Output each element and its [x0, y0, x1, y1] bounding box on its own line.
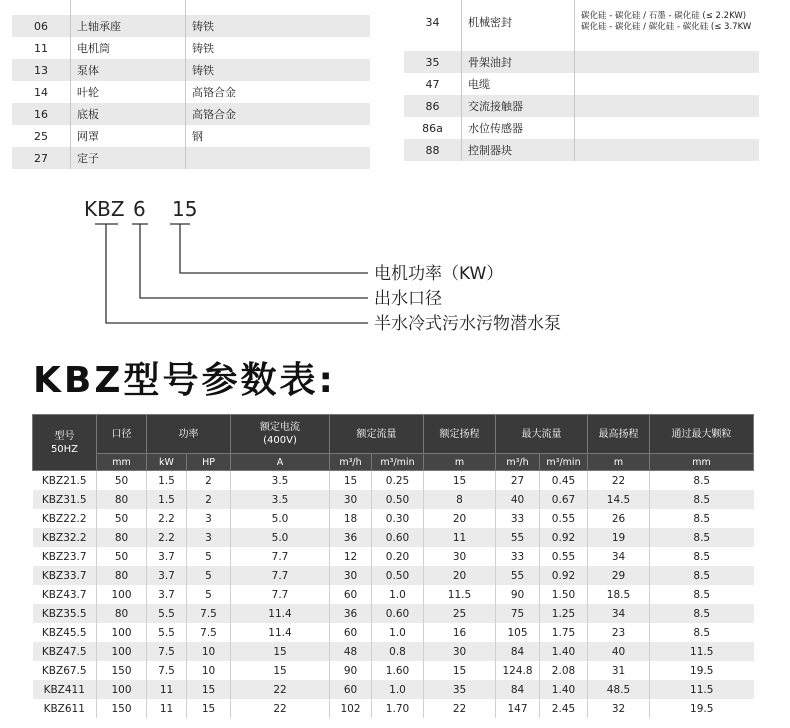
- table-row: [33, 699, 754, 718]
- value-cell: 15: [187, 699, 231, 718]
- value-cell: 1.60: [372, 661, 424, 680]
- value-cell: 33: [496, 547, 540, 566]
- value-cell: 35: [424, 680, 496, 699]
- unit-header: m³/h: [330, 454, 372, 471]
- value-cell: 8.5: [650, 509, 754, 528]
- value-cell: 7.5: [187, 623, 231, 642]
- parts-table-left: [12, 0, 370, 169]
- value-cell: 30: [424, 642, 496, 661]
- label-outlet-diameter: 出水口径: [374, 289, 442, 309]
- value-cell: 84: [496, 680, 540, 699]
- column-header: 额定流量: [330, 415, 424, 454]
- value-cell: 0.8: [372, 642, 424, 661]
- part-material: 高铬合金: [186, 103, 371, 125]
- model-cell: KBZ47.5: [33, 642, 97, 661]
- value-cell: 19: [588, 528, 650, 547]
- part-material: 铸铁: [186, 59, 371, 81]
- model-cell: KBZ21.5: [41, 474, 87, 487]
- part-number: 86a: [422, 121, 443, 135]
- parts-row: [404, 0, 759, 51]
- value-cell: 36: [330, 604, 372, 623]
- value-cell: 50: [97, 547, 147, 566]
- label-pump-type: 半水冷式污水污物潜水泵: [374, 314, 561, 334]
- part-material: [575, 73, 760, 95]
- value-cell: 80: [97, 604, 147, 623]
- value-cell: 15: [424, 471, 496, 491]
- part-number: 86: [404, 95, 462, 117]
- value-cell: 55: [496, 566, 540, 585]
- model-cell: KBZ32.2: [33, 528, 97, 547]
- column-header: 口径: [97, 415, 147, 454]
- column-header: 功率: [147, 415, 231, 454]
- value-cell: 11: [147, 680, 187, 699]
- model-cell: KBZ45.5: [41, 626, 87, 639]
- part-name: 网罩: [71, 125, 186, 147]
- value-cell: 1.5: [147, 490, 187, 509]
- value-cell: 20: [424, 566, 496, 585]
- part-name: 定子: [71, 147, 186, 169]
- value-cell: 11.5: [424, 585, 496, 604]
- value-cell: 8.5: [650, 623, 754, 642]
- value-cell: 10: [187, 642, 231, 661]
- unit-header: kW: [147, 454, 187, 471]
- unit-header: m³/min: [540, 454, 588, 471]
- value-cell: 15: [187, 680, 231, 699]
- parameter-table: [32, 414, 754, 718]
- value-cell: 55: [496, 528, 540, 547]
- value-cell: 30: [330, 566, 372, 585]
- value-cell: 30: [330, 490, 372, 509]
- value-cell: 40: [588, 642, 650, 661]
- part-material: 铸铁: [186, 15, 371, 37]
- column-header: 型号 50HZ: [33, 415, 97, 471]
- parts-row: [404, 51, 759, 73]
- value-cell: 0.67: [540, 490, 588, 509]
- value-cell: 5.5: [147, 623, 187, 642]
- value-cell: 7.7: [231, 566, 330, 585]
- model-cell: KBZ23.7: [41, 550, 87, 563]
- part-number: 11: [34, 41, 48, 55]
- part-material: [575, 95, 760, 117]
- value-cell: 11.5: [650, 680, 754, 699]
- value-cell: 150: [97, 699, 147, 718]
- value-cell: 15: [424, 661, 496, 680]
- value-cell: 25: [424, 604, 496, 623]
- part-number: [12, 0, 71, 15]
- value-cell: 34: [588, 547, 650, 566]
- value-cell: 12: [330, 547, 372, 566]
- value-cell: 3.5: [231, 471, 330, 491]
- value-cell: 2.08: [540, 661, 588, 680]
- value-cell: 7.7: [231, 547, 330, 566]
- table-row: [33, 661, 754, 680]
- column-header: 额定电流 (400V): [231, 415, 330, 454]
- part-name: 控制器块: [462, 139, 575, 161]
- parts-row: [12, 59, 370, 81]
- value-cell: 16: [424, 623, 496, 642]
- column-header: 通过最大颗粒: [650, 415, 754, 454]
- value-cell: 15: [231, 642, 330, 661]
- value-cell: 90: [496, 585, 540, 604]
- value-cell: 150: [97, 661, 147, 680]
- value-cell: 105: [496, 623, 540, 642]
- part-material: [575, 117, 760, 139]
- value-cell: 100: [97, 623, 147, 642]
- value-cell: 23: [588, 623, 650, 642]
- parts-row: [12, 0, 370, 15]
- part-name: 泵体: [71, 59, 186, 81]
- value-cell: 8.5: [650, 490, 754, 509]
- value-cell: 0.30: [372, 509, 424, 528]
- part-name: 交流接触器: [462, 95, 575, 117]
- part-number: 16: [12, 103, 71, 125]
- unit-header: m: [588, 454, 650, 471]
- value-cell: 90: [330, 661, 372, 680]
- value-cell: 3: [187, 528, 231, 547]
- value-cell: 8: [424, 490, 496, 509]
- material-line: 碳化硅 - 碳化硅 / 碳化硅 - 碳化硅 (≤ 3.7KW: [581, 22, 752, 32]
- table-row: [33, 509, 754, 528]
- value-cell: 102: [330, 699, 372, 718]
- unit-header: m³/h: [496, 454, 540, 471]
- value-cell: 8.5: [650, 585, 754, 604]
- value-cell: 7.5: [187, 604, 231, 623]
- column-header: 额定扬程: [424, 415, 496, 454]
- table-row: [33, 566, 754, 585]
- value-cell: 1.0: [372, 680, 424, 699]
- value-cell: 8.5: [650, 528, 754, 547]
- model-cell: KBZ22.2: [41, 512, 87, 525]
- model-code-diagram: [0, 180, 790, 345]
- column-header: 最大流量: [496, 415, 588, 454]
- parts-row: [404, 73, 759, 95]
- value-cell: 22: [231, 680, 330, 699]
- table-row: [33, 471, 754, 491]
- value-cell: 60: [330, 623, 372, 642]
- value-cell: 0.60: [372, 528, 424, 547]
- part-name: 水位传感器: [462, 117, 575, 139]
- part-number: 13: [12, 59, 71, 81]
- model-cell: KBZ43.7: [41, 588, 87, 601]
- value-cell: 7.7: [231, 585, 330, 604]
- value-cell: 50: [97, 471, 147, 491]
- value-cell: 1.75: [540, 623, 588, 642]
- part-number: 14: [34, 85, 48, 99]
- value-cell: 3.7: [147, 566, 187, 585]
- value-cell: 34: [588, 604, 650, 623]
- part-name: 骨架油封: [462, 51, 575, 73]
- value-cell: 60: [330, 680, 372, 699]
- model-code-fifteen: 15: [172, 197, 198, 221]
- value-cell: 5: [187, 585, 231, 604]
- unit-header: mm: [650, 454, 754, 471]
- value-cell: 60: [330, 585, 372, 604]
- value-cell: 22: [231, 699, 330, 718]
- value-cell: 20: [424, 509, 496, 528]
- value-cell: 3: [187, 509, 231, 528]
- value-cell: 30: [424, 547, 496, 566]
- part-number: 47: [425, 77, 440, 91]
- value-cell: 0.55: [540, 509, 588, 528]
- value-cell: 1.0: [372, 585, 424, 604]
- value-cell: 3.7: [147, 547, 187, 566]
- value-cell: 11.4: [231, 604, 330, 623]
- value-cell: 0.50: [372, 566, 424, 585]
- value-cell: 0.60: [372, 604, 424, 623]
- value-cell: 80: [97, 566, 147, 585]
- model-code-six: 6: [133, 197, 146, 221]
- value-cell: 8.5: [650, 566, 754, 585]
- value-cell: 80: [97, 490, 147, 509]
- value-cell: 5.0: [231, 509, 330, 528]
- value-cell: 36: [330, 528, 372, 547]
- value-cell: 5: [187, 566, 231, 585]
- unit-header: mm: [97, 454, 147, 471]
- value-cell: 22: [588, 471, 650, 491]
- value-cell: 22: [424, 699, 496, 718]
- value-cell: 10: [187, 661, 231, 680]
- table-row: [33, 623, 754, 642]
- value-cell: 0.92: [540, 528, 588, 547]
- value-cell: 2.45: [540, 699, 588, 718]
- part-name: 底板: [71, 103, 186, 125]
- value-cell: 33: [496, 509, 540, 528]
- part-material: 钢: [186, 125, 371, 147]
- value-cell: 80: [97, 528, 147, 547]
- value-cell: 100: [97, 585, 147, 604]
- value-cell: 14.5: [588, 490, 650, 509]
- unit-header: HP: [187, 454, 231, 471]
- value-cell: 19.5: [650, 661, 754, 680]
- value-cell: 8.5: [650, 471, 754, 491]
- value-cell: 50: [97, 509, 147, 528]
- table-row: [33, 585, 754, 604]
- value-cell: 3.5: [231, 490, 330, 509]
- value-cell: 100: [97, 680, 147, 699]
- unit-header: A: [231, 454, 330, 471]
- value-cell: 1.25: [540, 604, 588, 623]
- value-cell: 2.2: [147, 509, 187, 528]
- value-cell: 19.5: [650, 699, 754, 718]
- value-cell: 2: [187, 471, 231, 491]
- parts-row: [12, 81, 370, 103]
- part-material: 高铬合金: [186, 81, 371, 103]
- unit-header: m³/min: [372, 454, 424, 471]
- value-cell: 0.50: [372, 490, 424, 509]
- value-cell: 26: [588, 509, 650, 528]
- value-cell: 2.2: [147, 528, 187, 547]
- table-row: [33, 528, 754, 547]
- table-row: [33, 490, 754, 509]
- parts-table-right: [404, 0, 759, 161]
- model-cell: KBZ67.5: [41, 664, 87, 677]
- value-cell: 100: [97, 642, 147, 661]
- value-cell: 0.25: [372, 471, 424, 491]
- part-number: 06: [12, 15, 71, 37]
- value-cell: 11: [147, 699, 187, 718]
- value-cell: 15: [330, 471, 372, 491]
- table-row: [33, 680, 754, 699]
- value-cell: 1.70: [372, 699, 424, 718]
- section-title: KBZ型号参数表:: [33, 360, 336, 401]
- value-cell: 0.55: [540, 547, 588, 566]
- parameter-unit-row: [33, 454, 754, 471]
- part-name: 电缆: [462, 73, 575, 95]
- table-row: [33, 604, 754, 623]
- model-code-kbz: KBZ: [84, 197, 125, 221]
- value-cell: 32: [588, 699, 650, 718]
- value-cell: 1.0: [372, 623, 424, 642]
- value-cell: 0.45: [540, 471, 588, 491]
- value-cell: 8.5: [650, 604, 754, 623]
- part-material: [186, 0, 371, 15]
- table-row: [33, 547, 754, 566]
- value-cell: 1.50: [540, 585, 588, 604]
- model-cell: KBZ35.5: [33, 604, 97, 623]
- column-header: 最高扬程: [588, 415, 650, 454]
- value-cell: 11.5: [650, 642, 754, 661]
- model-cell: KBZ411: [33, 680, 97, 699]
- value-cell: 84: [496, 642, 540, 661]
- part-number: 88: [404, 139, 462, 161]
- part-name: [71, 0, 186, 15]
- parts-row: [12, 147, 370, 169]
- part-number: 34: [425, 15, 440, 29]
- parts-row: [404, 117, 759, 139]
- part-material: [575, 139, 760, 161]
- value-cell: 1.5: [147, 471, 187, 491]
- model-code-connector-lines: [95, 224, 368, 323]
- model-cell: KBZ611: [43, 702, 85, 715]
- part-name: 上轴承座: [71, 15, 186, 37]
- parts-row: [12, 125, 370, 147]
- part-material: [575, 0, 760, 51]
- parts-row: [12, 37, 370, 59]
- part-name: 叶轮: [71, 81, 186, 103]
- part-name: 电机筒: [71, 37, 186, 59]
- table-row: [33, 642, 754, 661]
- part-name: 机械密封: [462, 0, 575, 51]
- value-cell: 27: [496, 471, 540, 491]
- part-number: 25: [34, 129, 48, 143]
- value-cell: 5: [187, 547, 231, 566]
- value-cell: 18.5: [588, 585, 650, 604]
- value-cell: 3.7: [147, 585, 187, 604]
- value-cell: 11: [424, 528, 496, 547]
- part-material: [186, 147, 371, 169]
- value-cell: 5.5: [147, 604, 187, 623]
- parts-row: [404, 95, 759, 117]
- value-cell: 29: [588, 566, 650, 585]
- parts-row: [12, 103, 370, 125]
- part-material: [575, 51, 760, 73]
- value-cell: 0.20: [372, 547, 424, 566]
- part-material: 铸铁: [186, 37, 371, 59]
- parts-row: [404, 139, 759, 161]
- value-cell: 8.5: [650, 547, 754, 566]
- part-number: 35: [404, 51, 462, 73]
- value-cell: 48: [330, 642, 372, 661]
- value-cell: 2: [187, 490, 231, 509]
- value-cell: 18: [330, 509, 372, 528]
- value-cell: 31: [588, 661, 650, 680]
- part-number: 27: [12, 147, 71, 169]
- parameter-header-row: [33, 415, 754, 454]
- model-cell: KBZ31.5: [33, 490, 97, 509]
- value-cell: 75: [496, 604, 540, 623]
- material-line: 碳化硅 - 碳化硅 / 石墨 - 碳化硅 (≤ 2.2KW): [581, 11, 747, 21]
- value-cell: 1.40: [540, 680, 588, 699]
- value-cell: 5.0: [231, 528, 330, 547]
- value-cell: 11.4: [231, 623, 330, 642]
- value-cell: 0.92: [540, 566, 588, 585]
- value-cell: 7.5: [147, 642, 187, 661]
- value-cell: 147: [496, 699, 540, 718]
- value-cell: 1.40: [540, 642, 588, 661]
- unit-header: m: [424, 454, 496, 471]
- label-motor-power: 电机功率（KW）: [374, 264, 504, 284]
- parts-row: [12, 15, 370, 37]
- value-cell: 15: [231, 661, 330, 680]
- model-cell: KBZ33.7: [33, 566, 97, 585]
- value-cell: 48.5: [588, 680, 650, 699]
- value-cell: 124.8: [496, 661, 540, 680]
- value-cell: 40: [496, 490, 540, 509]
- value-cell: 7.5: [147, 661, 187, 680]
